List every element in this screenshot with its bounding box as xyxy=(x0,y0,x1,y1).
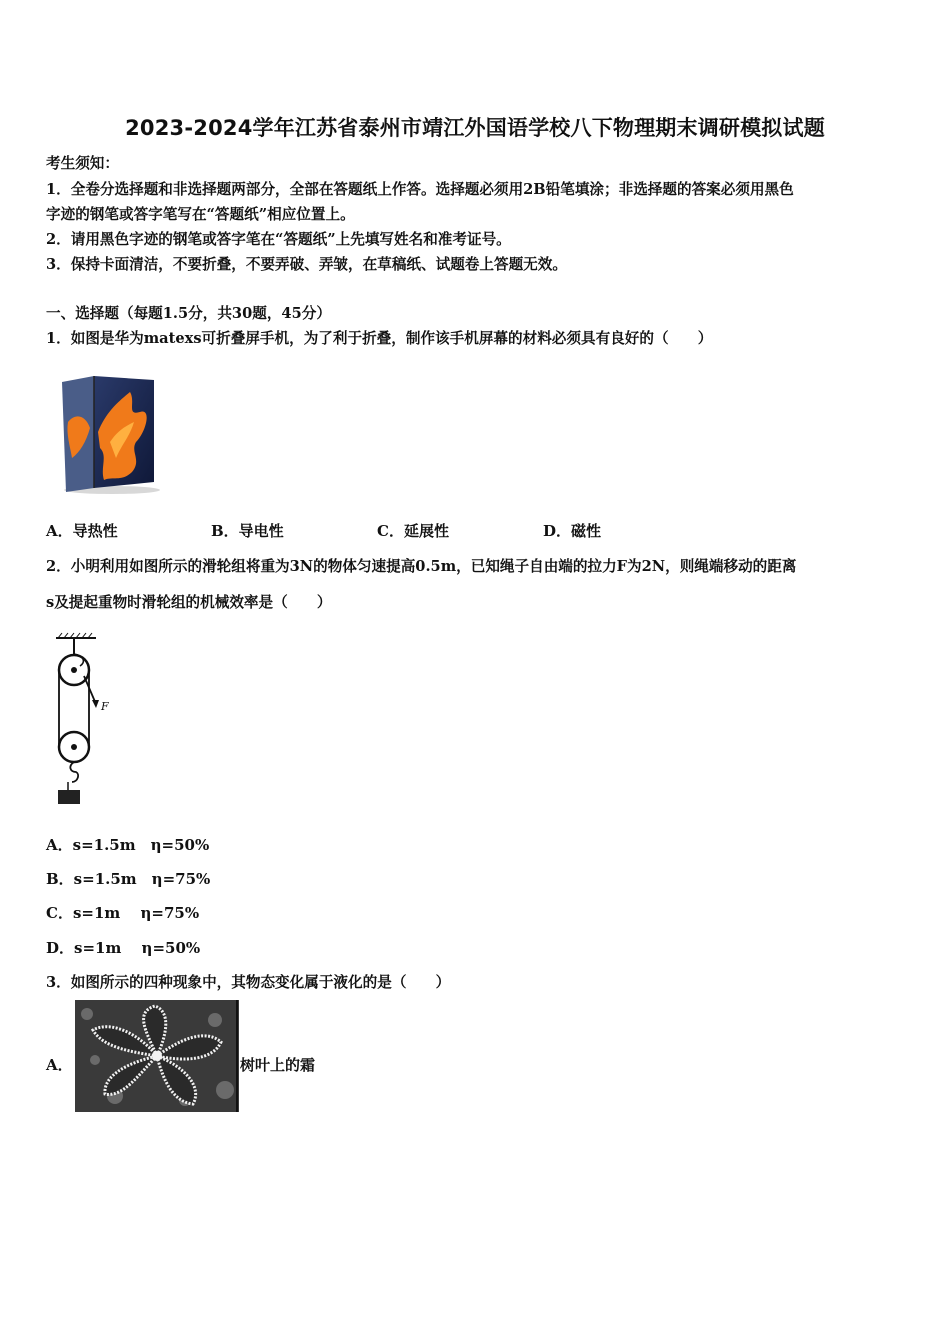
notice-item-1-cont: 字迹的钢笔或答字笔写在“答题纸”相应位置上。 xyxy=(46,206,355,223)
q3-option-a-text: 树叶上的霜 xyxy=(240,1056,316,1074)
notice-item-1: 1．全卷分选择题和非选择题两部分，全部在答题纸上作答。选择题必须用2B铅笔填涂；非选择题的答案必须用黑色 xyxy=(46,181,794,198)
q2-option-a: A．s=1.5m η=50% xyxy=(46,836,210,854)
foldable-phone-image xyxy=(60,372,162,496)
force-label: F xyxy=(101,700,109,713)
q3-stem: 3．如图所示的四种现象中，其物态变化属于液化的是（ ） xyxy=(46,974,451,991)
notice-heading: 考生须知： xyxy=(46,155,119,172)
frost-leaf-image xyxy=(75,1000,239,1112)
q1-stem: 1．如图是华为matexs可折叠屏手机，为了利于折叠，制作该手机屏幕的材料必须具有良好的（ ） xyxy=(46,330,713,347)
q2-option-c: C．s=1m η=75% xyxy=(46,904,200,922)
page-title: 2023-2024学年江苏省泰州市靖江外国语学校八下物理期末调研模拟试题 xyxy=(125,116,825,140)
notice-item-2: 2．请用黑色字迹的钢笔或答字笔在“答题纸”上先填写姓名和准考证号。 xyxy=(46,231,511,248)
q2-option-b: B．s=1.5m η=75% xyxy=(46,870,211,888)
section-heading: 一、选择题（每题1.5分，共30题，45分） xyxy=(46,305,331,322)
q2-stem-line1: 2．小明利用如图所示的滑轮组将重为3N的物体匀速提高0.5m，已知绳子自由端的拉力F为2N，则绳端移动的距离 xyxy=(46,558,797,575)
q2-stem-line2: s及提起重物时滑轮组的机械效率是（ ） xyxy=(46,594,332,611)
pulley-system-diagram xyxy=(50,632,130,808)
q1-option-c: C．延展性 xyxy=(377,522,449,540)
q1-option-b: B．导电性 xyxy=(211,522,284,540)
q2-option-d: D．s=1m η=50% xyxy=(46,939,201,957)
q1-option-d: D．磁性 xyxy=(543,522,602,540)
q1-option-a: A．导热性 xyxy=(46,522,118,540)
notice-item-3: 3．保持卡面清洁，不要折叠，不要弄破、弄皱，在草稿纸、试题卷上答题无效。 xyxy=(46,256,567,273)
q3-option-a-label: A． xyxy=(46,1056,73,1074)
